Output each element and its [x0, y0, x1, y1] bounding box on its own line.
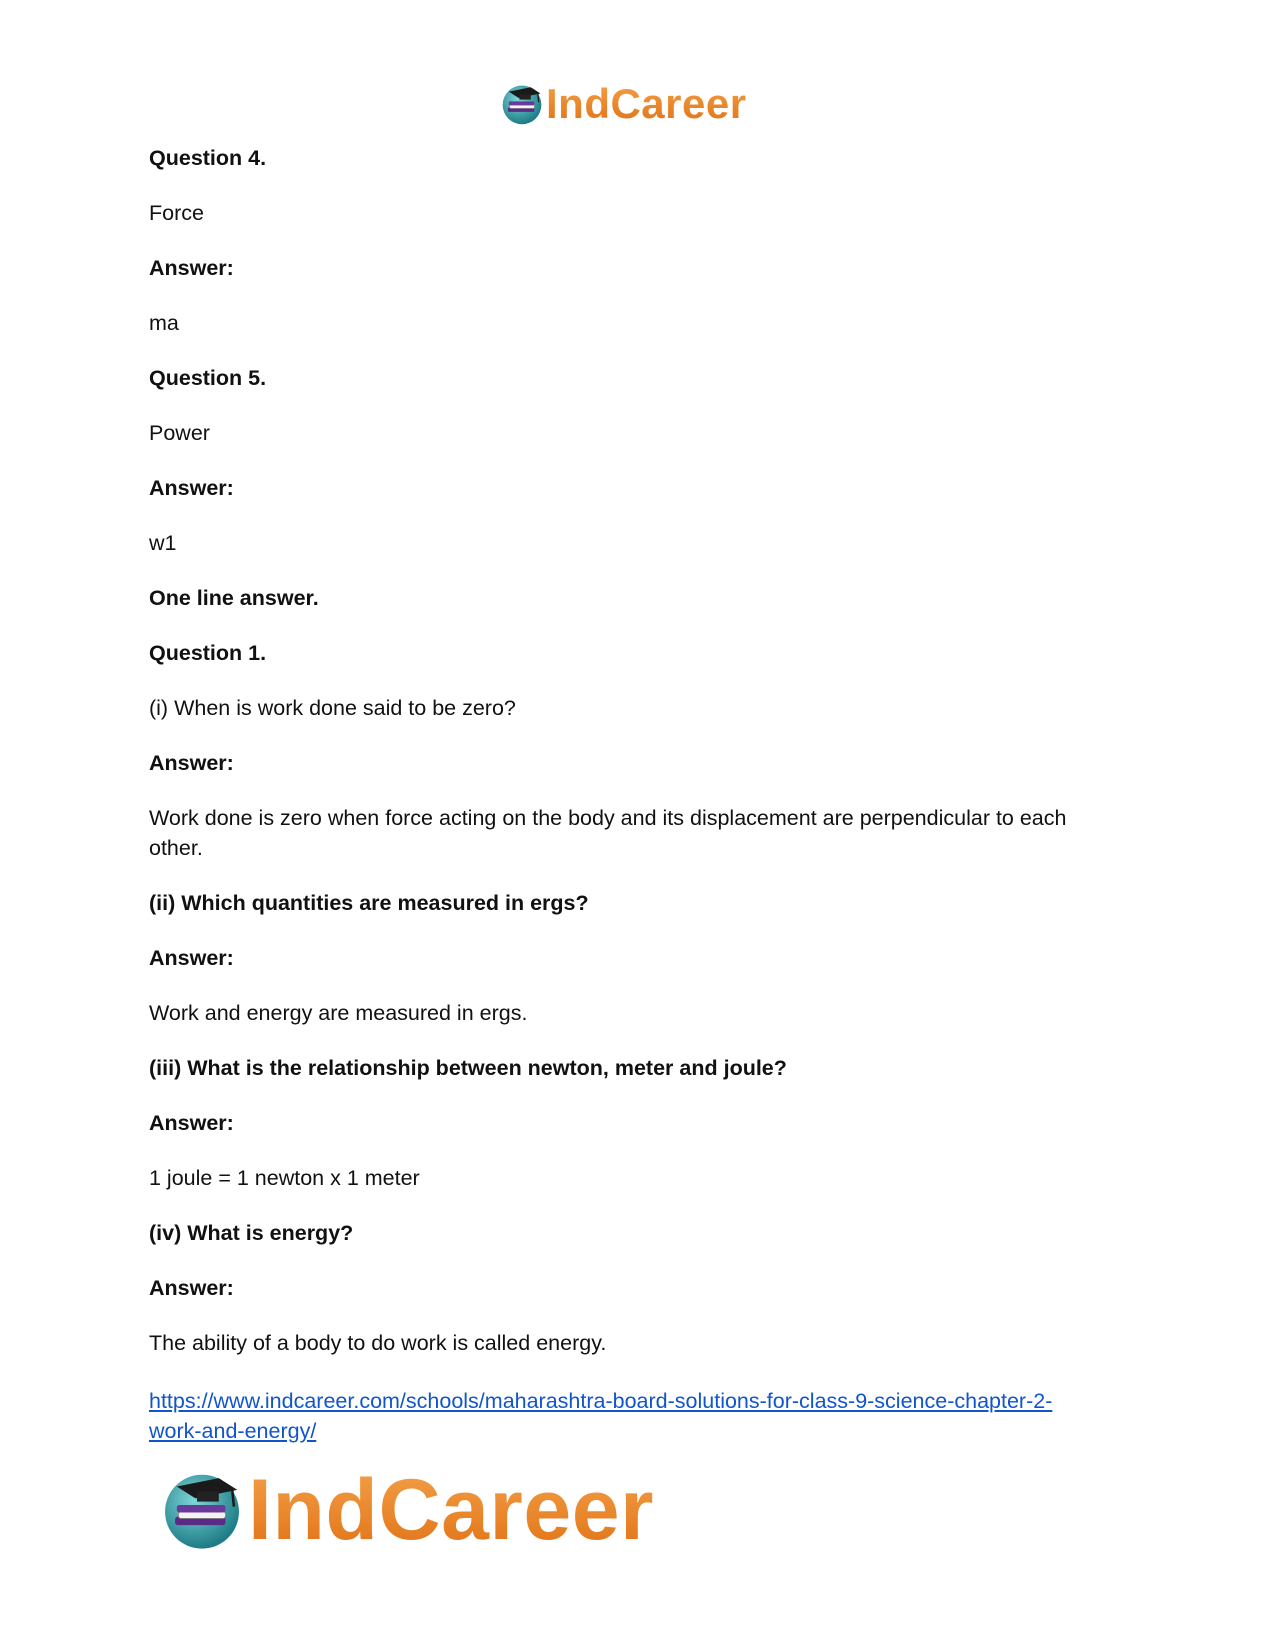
question-heading: Question 1.	[149, 641, 267, 665]
document-body	[149, 143, 1109, 1446]
answer-label: Answer:	[149, 751, 234, 775]
brand-name: IndCareer	[546, 80, 747, 127]
answer-label: Answer:	[149, 1276, 234, 1300]
answer-label: Answer:	[149, 946, 234, 970]
header-logo	[500, 78, 747, 130]
answer-text: The ability of a body to do work is called energy.	[149, 1331, 607, 1355]
answer-text: (i) When is work done said to be zero?	[149, 696, 516, 720]
section-heading: (ii) Which quantities are measured in ergs?	[149, 891, 589, 915]
footer-logo	[160, 1462, 654, 1558]
answer-label: Answer:	[149, 256, 234, 280]
answer-text: 1 joule = 1 newton x 1 meter	[149, 1166, 420, 1190]
source-link-line1: https://www.indcareer.com/schools/maharashtra-board-solutions-for-class-9-science-chapter-2-	[149, 1389, 1053, 1413]
answer-label: Answer:	[149, 476, 234, 500]
section-heading: One line answer.	[149, 586, 319, 610]
question-heading: Question 5.	[149, 366, 267, 390]
question-heading: Question 4.	[149, 146, 267, 170]
answer-text: Work and energy are measured in ergs.	[149, 1001, 528, 1025]
brand-name: IndCareer	[248, 1461, 654, 1558]
graduation-cap-book-globe-icon	[160, 1468, 244, 1552]
section-heading: (iv) What is energy?	[149, 1221, 354, 1245]
source-link[interactable]	[149, 1386, 1109, 1446]
answer-text: Force	[149, 201, 204, 225]
graduation-cap-book-globe-icon	[500, 82, 544, 126]
section-heading: (iii) What is the relationship between newton, meter and joule?	[149, 1056, 787, 1080]
answer-text: ma	[149, 311, 179, 335]
answer-text: Power	[149, 421, 210, 445]
answer-text: Work done is zero when force acting on the body and its displacement are perpendicular to each other.	[149, 806, 1067, 860]
answer-text: w1	[149, 531, 177, 555]
answer-label: Answer:	[149, 1111, 234, 1135]
source-link-line2: work-and-energy/	[149, 1419, 317, 1443]
